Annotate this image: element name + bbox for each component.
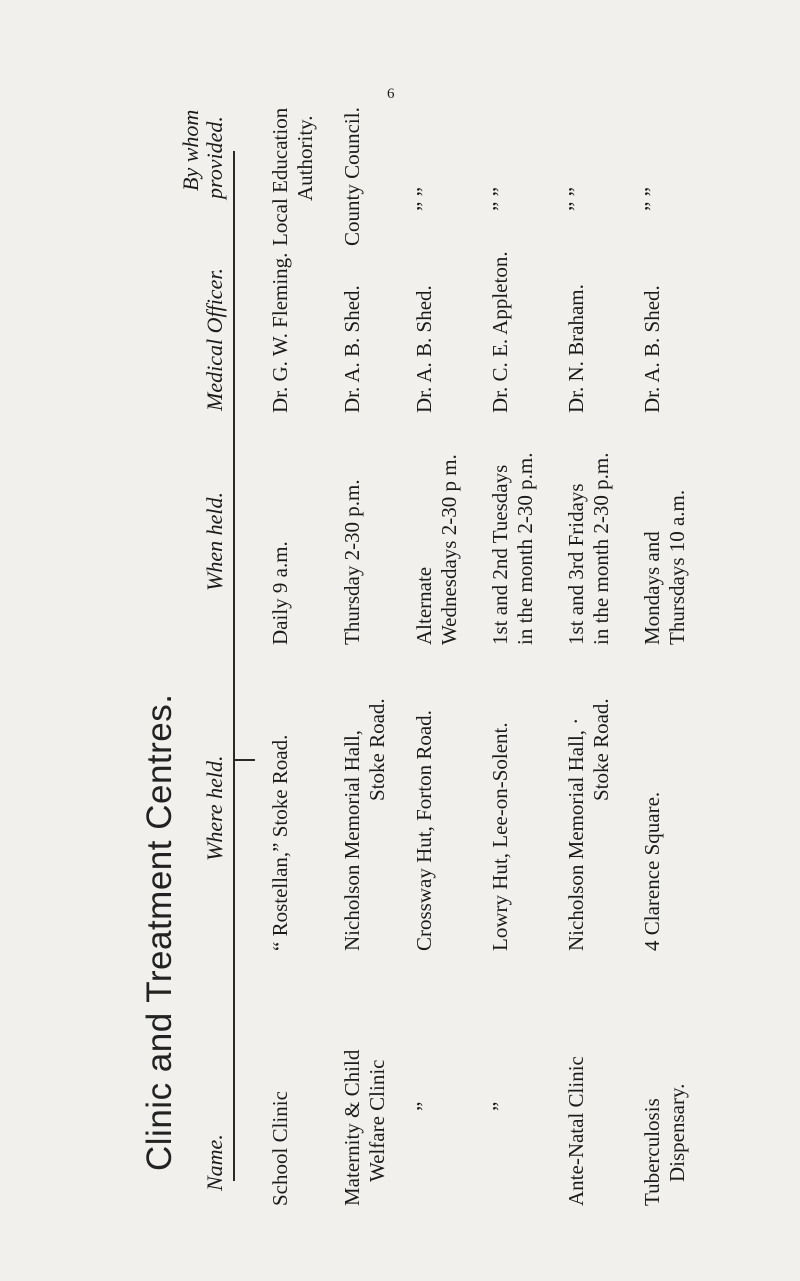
cell-where: Nicholson Memorial Hall, <box>340 729 364 951</box>
header-rule <box>233 151 235 1181</box>
cell-when: in the month 2-30 p.m. <box>589 452 613 645</box>
cell-where: Crossway Hut, Forton Road. <box>412 710 436 951</box>
cell-name: Maternity & Child <box>340 1049 364 1206</box>
cell-officer: Dr. N. Braham. <box>564 284 588 413</box>
cell-name: Welfare Clinic <box>365 1059 389 1182</box>
cell-by_whom: County Council. <box>340 107 364 246</box>
cell-name: School Clinic <box>268 1091 292 1206</box>
cell-where: Nicholson Memorial Hall, · <box>564 717 588 951</box>
cell-when: 1st and 3rd Fridays <box>564 483 588 645</box>
cell-name: ” <box>488 1101 512 1111</box>
cell-when: Wednesdays 2-30 p m. <box>437 454 461 645</box>
cell-by_whom: ” ” <box>488 187 512 211</box>
cell-when: 1st and 2nd Tuesdays <box>488 464 512 645</box>
cell-where: 4 Clarence Square. <box>640 791 664 951</box>
cell-when: Alternate <box>412 566 436 645</box>
cell-by_whom: ” ” <box>412 187 436 211</box>
cell-name: Dispensary. <box>665 1083 689 1182</box>
cell-officer: Dr. A. B. Shed. <box>340 285 364 413</box>
header-when: When held. <box>202 492 227 591</box>
cell-where: Lowry Hut, Lee-on-Solent. <box>488 722 512 951</box>
cell-when: Mondays and <box>640 531 664 645</box>
cell-when: Thursdays 10 a.m. <box>665 489 689 645</box>
cell-officer: Dr. G. W. Fleming. <box>268 252 292 413</box>
header-officer: Medical Officer. <box>202 268 227 411</box>
cell-by_whom: Authority. <box>293 115 317 201</box>
cell-where: Stoke Road. <box>589 698 613 801</box>
cell-by_whom: Local Education <box>268 107 292 246</box>
cell-where: Stoke Road. <box>365 698 389 801</box>
cell-name: Ante-Natal Clinic <box>564 1056 588 1206</box>
header-where: Where held. <box>202 755 227 861</box>
cell-officer: Dr. A. B. Shed. <box>640 285 664 413</box>
page-title: Clinic and Treatment Centres. <box>140 693 179 1171</box>
cell-when: in the month 2-30 p.m. <box>513 452 537 645</box>
header-name: Name. <box>202 1134 227 1191</box>
cell-officer: Dr. C. E. Appleton. <box>488 251 512 413</box>
header-by-whom-1: By whom <box>178 109 203 191</box>
column-tick <box>233 760 255 762</box>
cell-by_whom: ” ” <box>640 187 664 211</box>
cell-officer: Dr. A. B. Shed. <box>412 285 436 413</box>
cell-by_whom: ” ” <box>564 187 588 211</box>
header-by-whom-2: provided. <box>202 116 227 199</box>
cell-where: “ Rostellan,” Stoke Road. <box>268 734 292 951</box>
page-number: 6 <box>387 86 395 102</box>
cell-when: Daily 9 a.m. <box>268 541 292 645</box>
cell-name: Tuberculosis <box>640 1098 664 1206</box>
cell-when: Thursday 2-30 p.m. <box>340 479 364 645</box>
cell-name: ” <box>412 1101 436 1111</box>
